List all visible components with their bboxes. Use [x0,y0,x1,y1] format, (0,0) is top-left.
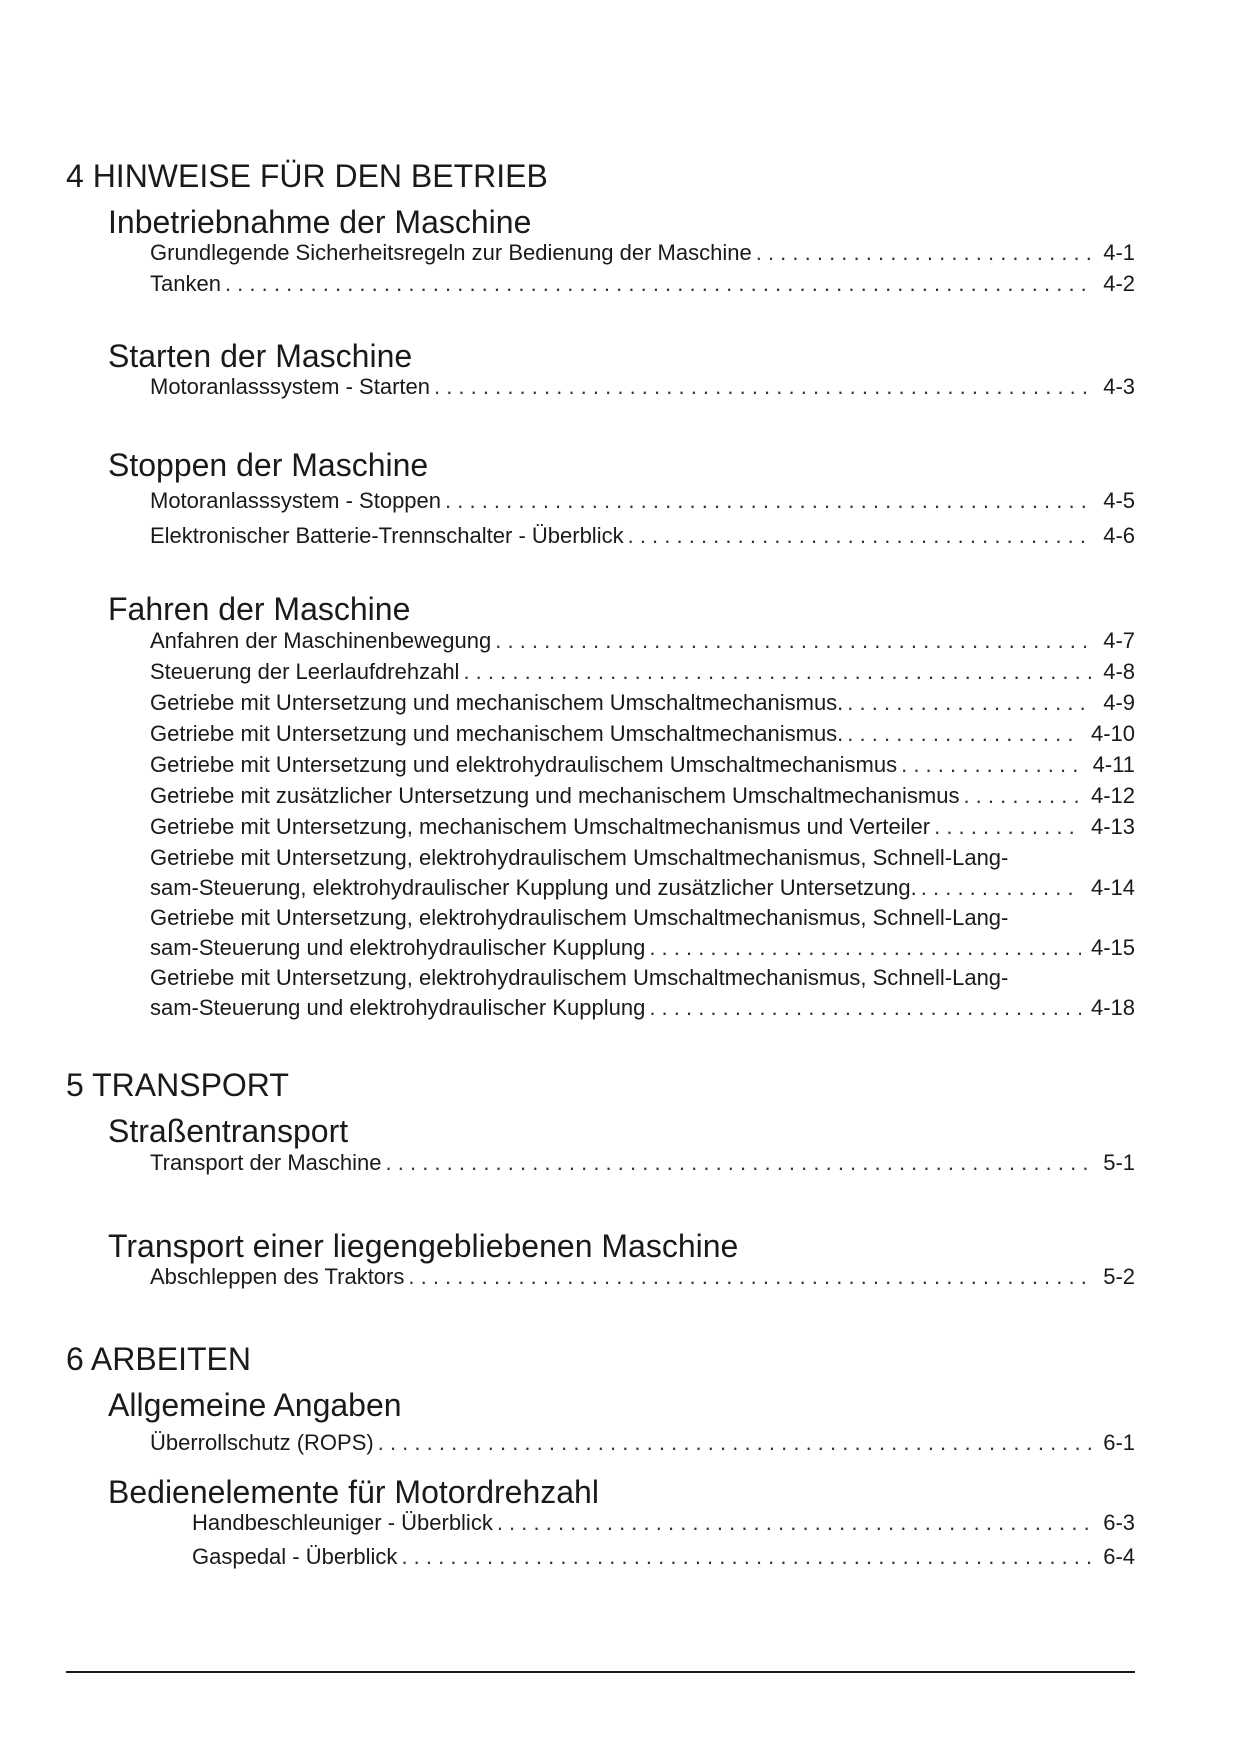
section-heading: Allgemeine Angaben [108,1387,402,1423]
toc-entry[interactable] [150,269,1135,299]
toc-entry[interactable] [150,688,1135,718]
toc-entry-page: 4-8 [1103,659,1135,684]
dot-leader [628,521,1094,551]
toc-entry-text: Getriebe mit Untersetzung und mechanischem Umschaltmechanismus. [150,721,844,746]
dot-leader [497,1508,1093,1538]
toc-entry-text: Gaspedal - Überblick [192,1544,398,1569]
dot-leader [434,372,1093,402]
toc-entry[interactable] [150,812,1135,842]
toc-entry-page: 4-3 [1103,374,1135,399]
toc-entry-page: 5-2 [1103,1264,1135,1289]
toc-entry[interactable] [150,903,1135,963]
toc-entry-text: Motoranlasssystem - Starten [150,374,430,399]
toc-entry-page: 4-11 [1092,752,1135,777]
dot-leader [847,719,1081,749]
toc-entry-text: Tanken [150,271,221,296]
toc-entry[interactable] [150,843,1135,903]
dot-leader [495,626,1093,656]
dot-leader [408,1262,1093,1292]
toc-entry-text: Steuerung der Leerlaufdrehzahl [150,659,460,684]
section-heading: Transport einer liegengebliebenen Maschine [108,1228,739,1264]
chapter-heading: 5 TRANSPORT [66,1067,289,1103]
toc-entry-page: 4-14 [1090,875,1135,900]
dot-leader [445,486,1093,516]
toc-entry[interactable] [150,1428,1135,1458]
toc-entry[interactable] [192,1508,1135,1538]
toc-entry-page: 4-12 [1090,783,1135,808]
dot-leader [225,269,1093,299]
dot-leader [649,993,1081,1023]
section-heading: Inbetriebnahme der Maschine [108,204,532,240]
toc-entry-text: Grundlegende Sicherheitsregeln zur Bedienung der Maschine [150,240,752,265]
toc-entry-text: Elektronischer Batterie-Trennschalter - Überblick [150,523,624,548]
toc-entry[interactable] [150,238,1135,268]
dot-leader [463,657,1093,687]
toc-entry[interactable] [150,657,1135,687]
dot-leader [378,1428,1093,1458]
toc-entry-text-line1: Getriebe mit Untersetzung, elektrohydraulischem Umschaltmechanismus, Schnell-Lang- [150,965,1009,990]
dot-leader [649,933,1081,963]
dot-leader [901,750,1082,780]
section-heading: Straßentransport [108,1113,349,1149]
toc-entry[interactable] [150,781,1135,811]
toc-entry-page: 4-1 [1103,240,1135,265]
toc-entry-text: Abschleppen des Traktors [150,1264,405,1289]
toc-entry-page: 4-10 [1090,721,1135,746]
toc-entry-text: Handbeschleuniger - Überblick [192,1510,493,1535]
toc-entry-text: Getriebe mit zusätzlicher Untersetzung und mechanischem Umschaltmechanismus [150,783,960,808]
toc-entry[interactable] [150,963,1135,1023]
toc-entry[interactable] [150,719,1135,749]
toc-entry-text: sam-Steuerung und elektrohydraulischer Kupplung [150,995,646,1020]
toc-entry-page: 6-4 [1103,1544,1135,1569]
chapter-heading: 4 HINWEISE FÜR DEN BETRIEB [66,158,548,194]
toc-entry-text: Anfahren der Maschinenbewegung [150,628,492,653]
toc-entry-page: 4-18 [1090,995,1135,1020]
dot-leader [963,781,1081,811]
toc-entry-text: Transport der Maschine [150,1150,382,1175]
toc-entry[interactable] [150,486,1135,516]
toc-entry-text-line1: Getriebe mit Untersetzung, elektrohydraulischem Umschaltmechanismus, Schnell-Lang- [150,845,1009,870]
toc-entry-page: 5-1 [1103,1150,1135,1175]
section-heading: Bedienelemente für Motordrehzahl [108,1474,599,1510]
toc-entry-text: Getriebe mit Untersetzung und mechanischem Umschaltmechanismus. [150,690,844,715]
section-heading: Stoppen der Maschine [108,447,429,483]
toc-entry[interactable] [150,626,1135,656]
toc-entry-page: 4-5 [1103,488,1135,513]
toc-entry-page: 6-1 [1103,1430,1135,1455]
toc-entry-text: Überrollschutz (ROPS) [150,1430,374,1455]
toc-entry-text: sam-Steuerung, elektrohydraulischer Kupplung und zusätzlicher Untersetzung. [150,875,917,900]
dot-leader [401,1542,1093,1572]
toc-entry-text: Motoranlasssystem - Stoppen [150,488,442,513]
chapter-heading: 6 ARBEITEN [66,1341,251,1377]
toc-entry-page: 4-2 [1103,271,1135,296]
toc-entry[interactable] [150,372,1135,402]
dot-leader [921,873,1081,903]
dot-leader [934,812,1081,842]
toc-entry-text-line1: Getriebe mit Untersetzung, elektrohydraulischem Umschaltmechanismus, Schnell-Lang- [150,905,1009,930]
section-heading: Starten der Maschine [108,338,413,374]
section-heading: Fahren der Maschine [108,591,411,627]
toc-entry-page: 4-6 [1103,523,1135,548]
footer-rule [66,1671,1135,1673]
toc-entry[interactable] [150,521,1135,551]
toc-entry-page: 4-15 [1090,935,1135,960]
toc-entry-page: 4-13 [1090,814,1135,839]
toc-entry-page: 6-3 [1103,1510,1135,1535]
toc-entry-page: 4-9 [1103,690,1135,715]
toc-entry-text: Getriebe mit Untersetzung, mechanischem Umschaltmechanismus und Verteiler [150,814,931,839]
dot-leader [756,238,1093,268]
toc-entry[interactable] [150,1148,1135,1178]
toc-entry[interactable] [150,1262,1135,1292]
toc-entry[interactable] [150,750,1135,780]
dot-leader [847,688,1093,718]
toc-entry[interactable] [192,1542,1135,1572]
toc-entry-text: Getriebe mit Untersetzung und elektrohydraulischem Umschaltmechanismus [150,752,898,777]
toc-entry-text: sam-Steuerung und elektrohydraulischer Kupplung [150,935,646,960]
dot-leader [386,1148,1094,1178]
toc-entry-page: 4-7 [1103,628,1135,653]
